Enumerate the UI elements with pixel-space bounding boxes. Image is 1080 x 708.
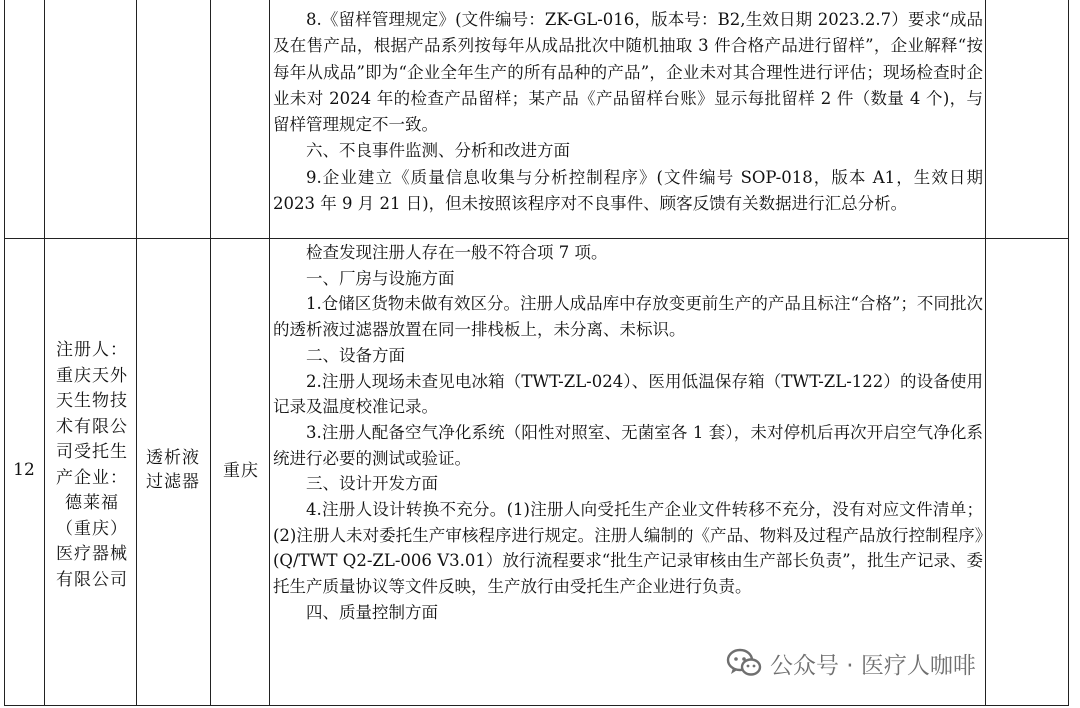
row2-item-3: 3.注册人配备空气净化系统（阳性对照室、无菌室各 1 套），未对停机后再次开启空气净化系统进行必要的测试或验证。 <box>273 422 983 468</box>
col-border-0 <box>4 0 5 706</box>
col-border-2 <box>136 0 137 706</box>
row1-content <box>273 7 983 217</box>
row2-heading-design: 三、设计开发方面 <box>306 474 438 494</box>
col-border-3 <box>210 0 211 706</box>
region: 重庆 <box>223 461 259 481</box>
row-border-mid <box>4 238 1069 239</box>
col-border-5 <box>985 0 986 706</box>
row2-item-4: 4.注册人设计转换不充分。(1)注册人向受托生产企业文件转移不充分，没有对应文件清单；(2)注册人未对委托生产审核程序进行规定。注册人编制的《产品、物料及过程产品放行控制程序》(Q/TWT Q2-ZL-006 V3.01）放行流程要求“批生产记录审核由生产部长负责”，批生产记录、委托生产质量协议等文件反映，生产放行由受托生产企业进行负责。 <box>273 500 983 597</box>
row2-heading-facilities: 一、厂房与设施方面 <box>306 268 455 288</box>
row2-heading-quality: 四、质量控制方面 <box>306 602 438 622</box>
row2-content <box>273 240 983 626</box>
watermark <box>722 645 980 681</box>
wechat-icon <box>726 648 762 678</box>
row1-paragraph-8: 8.《留样管理规定》(文件编号：ZK-GL-016，版本号：B2,生效日期 2023.2.7）要求“成品及在售产品，根据产品系列按每年从成品批次中随机抽取 3 件合格产品进行留样”，企业解释“按每年从成品”即为“企业全年生产的所有品种的产品”，企业未对其合理性进行评估；现场检查时企业未对 2024 年的检查产品留样；某产品《产品留样台账》显示每批留样 2 件（数量 4 个)，与留样管理规定不一致。 <box>273 10 983 135</box>
row-number: 12 <box>13 460 35 480</box>
col-border-6 <box>1068 0 1069 706</box>
row2-item-2: 2.注册人现场未查见电冰箱（TWT-ZL-024）、医用低温保存箱（TWT-ZL-122）的设备使用记录及温度校准记录。 <box>273 371 983 417</box>
row2-heading-equipment: 二、设备方面 <box>306 345 405 365</box>
row2-summary: 检查发现注册人存在一般不符合项 7 项。 <box>306 243 608 262</box>
col-border-4 <box>269 0 270 706</box>
watermark-text: 公众号 · 医疗人咖啡 <box>770 652 976 679</box>
col-border-1 <box>44 0 45 706</box>
row2-item-1: 1.仓储区货物未做有效区分。注册人成品库中存放变更前生产的产品且标注“合格”；不同批次的透析液过滤器放置在同一排栈板上，未分离、未标识。 <box>273 294 983 340</box>
row1-paragraph-9: 9.企业建立《质量信息收集与分析控制程序》(文件编号 SOP-018，版本 A1，生效日期 2023 年 9 月 21 日)，但未按照该程序对不良事件、顾客反馈有关数据进行汇总分析。 <box>273 167 983 214</box>
product-name: 透析液过滤器 <box>146 448 200 492</box>
row-border-bottom <box>4 705 1069 706</box>
company-name: 注册人：重庆天外天生物技术有限公司受托生产企业：德莱福（重庆）医疗器械有限公司 <box>56 340 128 590</box>
row1-section-heading: 六、不良事件监测、分析和改进方面 <box>306 141 570 161</box>
